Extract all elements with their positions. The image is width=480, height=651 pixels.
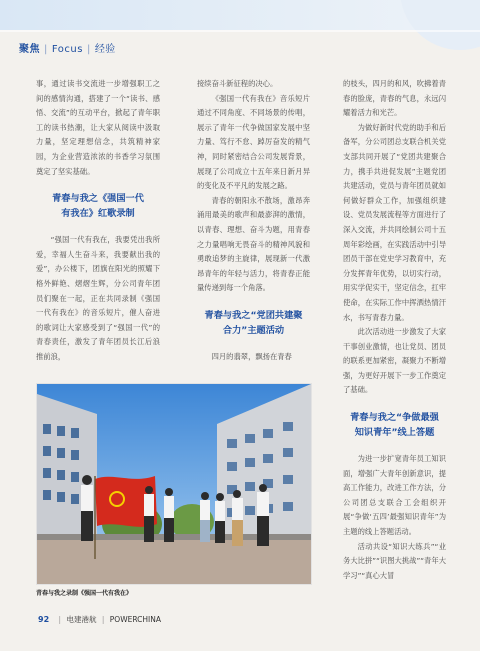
- subheading-line: 青春与我之“争做最强: [350, 412, 439, 424]
- magazine-name-cn: 电建港航: [66, 615, 97, 624]
- subheading-line: 有我在》红歌录制: [61, 208, 135, 220]
- paragraph: 活动共设“知识大练兵”“业务大比拼”“识图大挑战”“青年大学习”“真心大冒: [343, 541, 446, 580]
- subheading-red-song: [36, 191, 160, 221]
- page-header: [0, 0, 480, 72]
- paragraph: 此次活动进一步激发了大家干事创业激情，也让党员、团员的联系更加紧密，凝聚力不断增强，为更好开展下一步工作奠定了基础。: [343, 327, 446, 395]
- group-photo: [36, 383, 312, 585]
- subheading-line: 青春与我之《强国一代: [52, 193, 144, 205]
- subheading-line: 青春与我之“党团共建聚: [204, 309, 303, 321]
- paragraph: 青春的朝阳永不散场，激昂奔涌用最美的歌声和最澎湃的激情，以青春、理想、奋斗为题，用青春之力量唱响无畏奋斗的精神风貌和勇敢追梦的主旋律，展现新一代激昂青年的年轻与活力，将青春正能量传递到每一个角落。: [197, 195, 310, 293]
- paragraph: 为进一步扩宽青年员工知识面，增强广大青年创新意识，提高工作能力，改进工作方法，分公司团总支联合工会组织开展“争做‘五四’最强知识青年”为主题的线上答题活动。: [343, 454, 446, 537]
- paragraph: 四月的翡翠，飘扬在青春: [211, 351, 292, 361]
- subheading-quiz: [343, 410, 446, 440]
- header-banner-graphic: [0, 0, 480, 72]
- subsection: 经验: [94, 44, 116, 55]
- paragraph: 接续奋斗新征程的决心。: [197, 79, 278, 88]
- magazine-name-en: POWERCHINA: [109, 615, 162, 624]
- group-photo-illustration: [37, 384, 311, 584]
- column-right: [343, 77, 446, 583]
- page-number: 92: [38, 615, 50, 624]
- paragraph: 的枝头，四月的和风，吹拂着青春的脸庞，青春的气息，永远闪耀着活力和光芒。: [343, 79, 446, 118]
- subheading-line: 知识青年”线上答题: [354, 427, 435, 439]
- column-left: [36, 77, 160, 365]
- paragraph: 事，通过读书交流进一步增强职工之间的感情沟通，搭建了一个“读书、感悟、交流”的互动平台，掀起了青年职工的读书热潮，让大家从阅读中汲取力量，坚定理想信念，共筑精神家园，为企业营造浓浓的书香学习氛围奠定了坚实基础。: [36, 79, 160, 176]
- paragraph: “强国一代有我在，我要凭出我所爱，幸福人生奋斗来，我要献出我的爱”，办公楼下，团旗在阳光的照耀下格外鲜艳、熠熠生辉，分公司青年团员们聚在一起，正在共同录制《强国一代有我在》的音乐短片，催人奋进的歌词让大家感受到了“强国一代”的青春责任，激发了青年团员长江后浪推前浪，: [36, 235, 160, 361]
- section-cn: 聚焦: [19, 44, 40, 55]
- subheading-party-league: [197, 308, 310, 338]
- paragraph: 为做好新时代党的助手和后备军，分公司团总支联合机关党支部共同开展了“党团共建聚合力，携手共进促发展”主题党团共建活动，党员与青年团员就如何做好群众工作，加强组织建设、党员发展流程等方面进行了深入交流，并共同绘制公司十五周年彩绘画，在实践活动中引导团员干部在党史学习教育中，充分发挥青年优势，以切实行动，用实学促实干，坚定信念，扛牢使命，在实际工作中挥洒热情汗水，书写青春力量。: [343, 122, 446, 322]
- paragraph: 《强国一代有我在》音乐短片通过不同角度、不同场景的传唱，展示了青年一代争做国家发展中坚力量、笃行不怠、踔厉奋发的精气神，同时紧密结合公司发展背景，展现了公司成立十五年来日新月异的变化及不平凡的发展之路。: [197, 93, 310, 191]
- subheading-line: 合力”主题活动: [222, 324, 285, 336]
- section-en: Focus: [51, 44, 83, 55]
- page-footer: 92 | 电建港航 | POWERCHINA: [38, 615, 162, 624]
- section-label: 聚焦 | Focus | 经验: [19, 44, 116, 55]
- column-middle: [197, 77, 310, 365]
- photo-caption: 青春与我之录制《强国一代有我在》: [36, 590, 133, 597]
